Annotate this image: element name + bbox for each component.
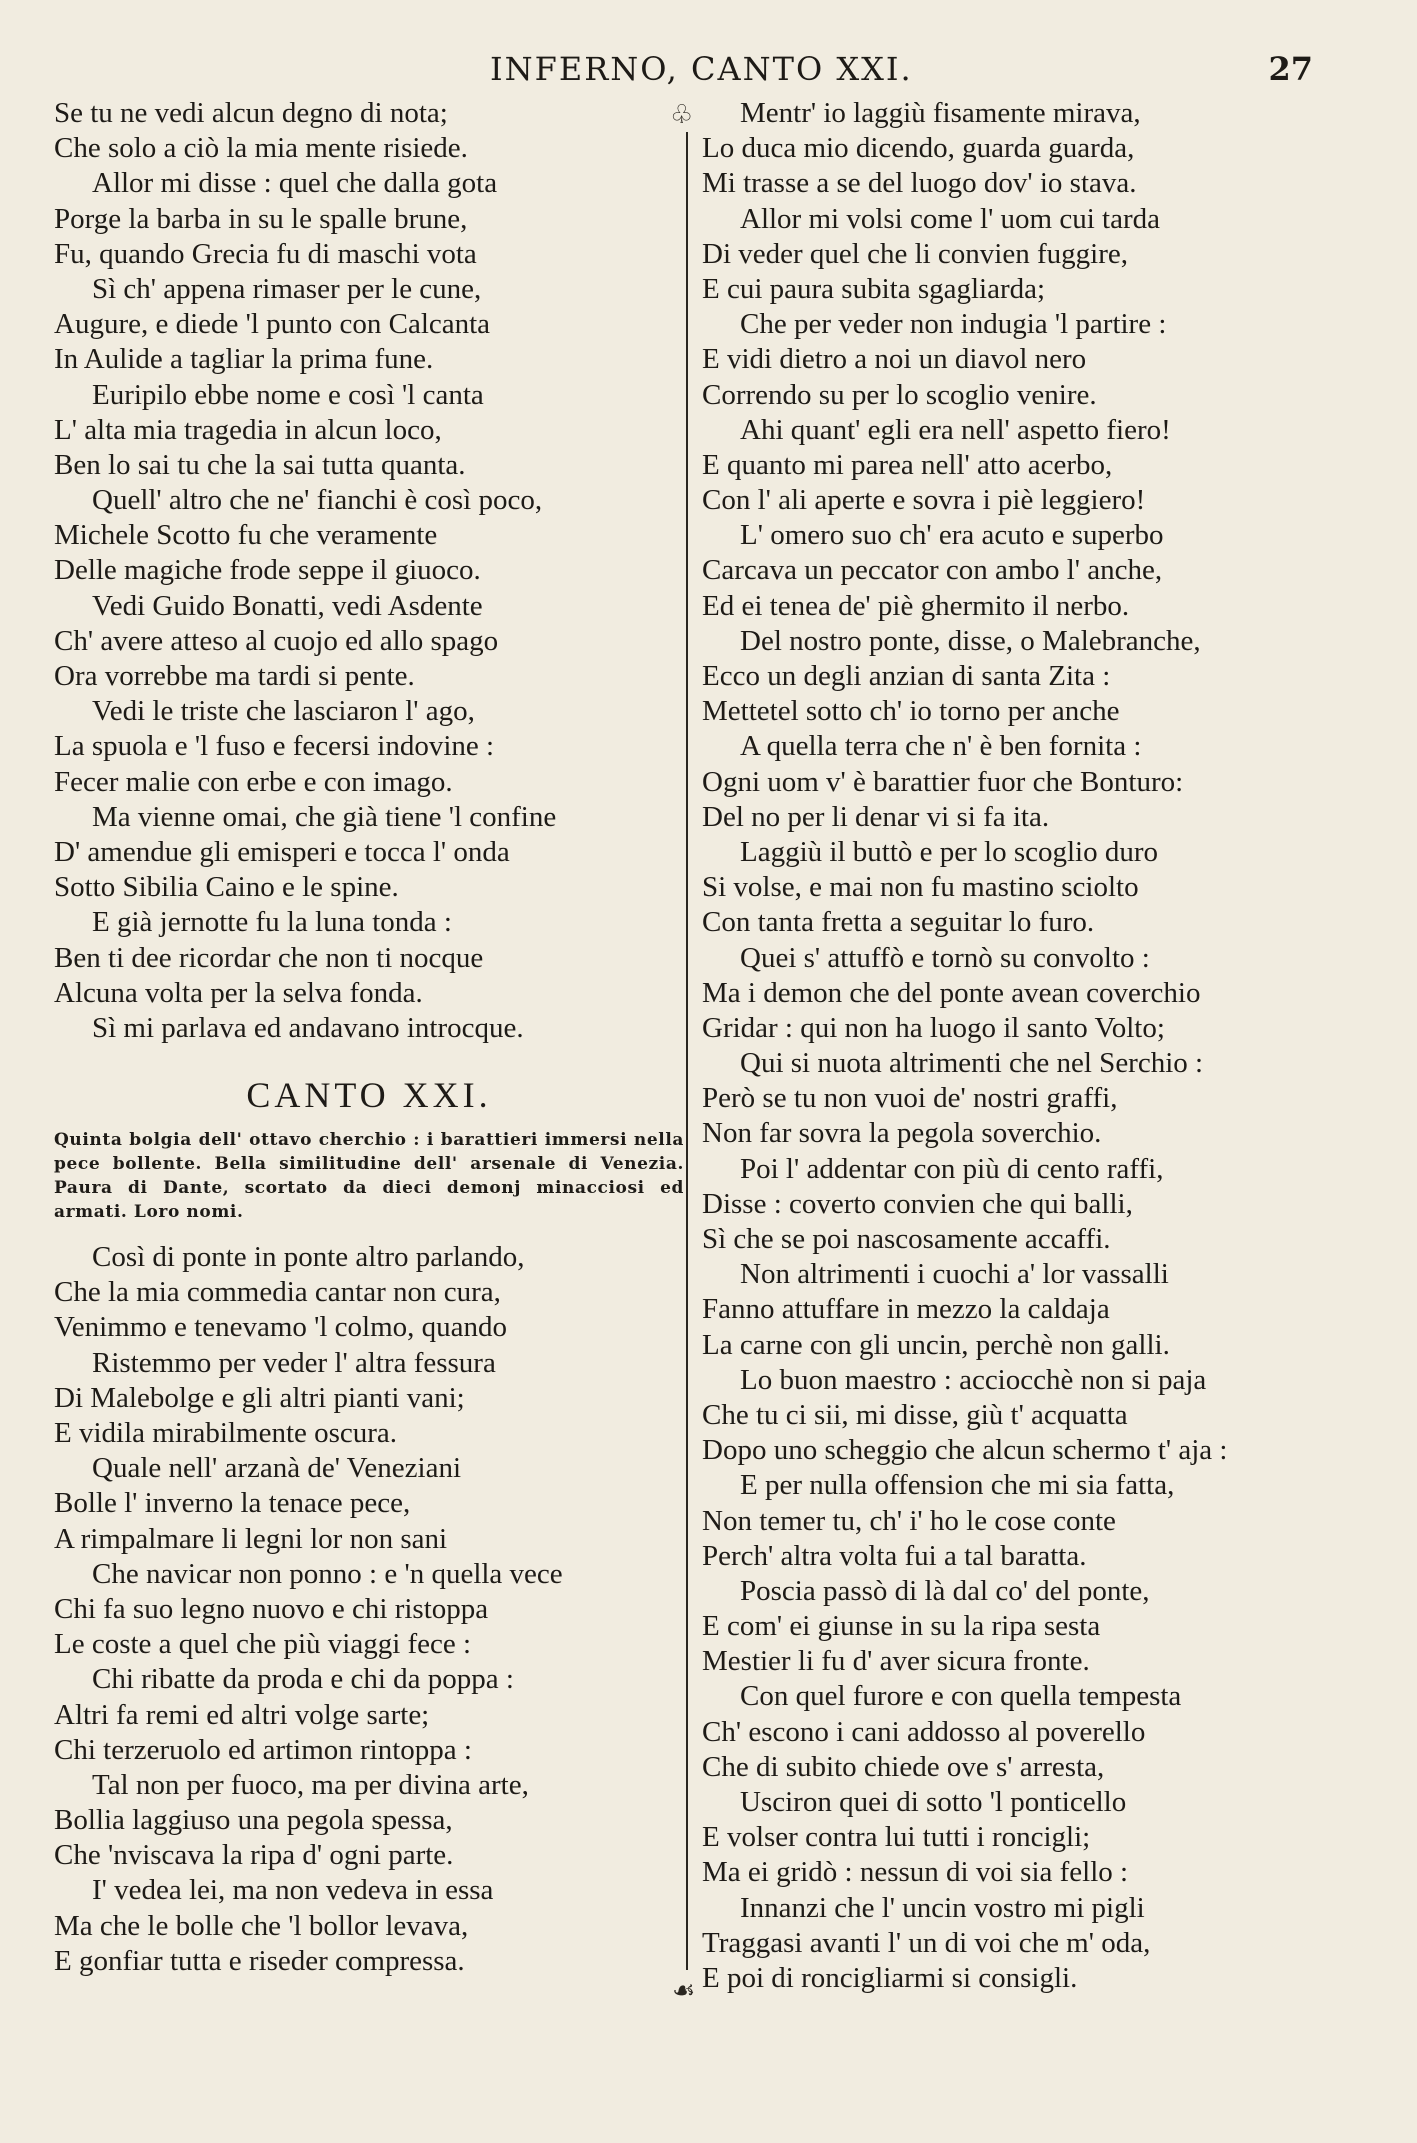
running-head-title: INFERNO, CANTO XXI. (490, 50, 913, 88)
verse-line: Vedi le triste che lasciaron l' ago, (92, 695, 475, 728)
verse-line: Ma ei gridò : nessun di voi sia fello : (702, 1856, 1129, 1889)
verse-line: Euripilo ebbe nome e così 'l canta (92, 378, 484, 411)
verse-line: Del no per li denar vi si fa ita. (702, 800, 1050, 833)
verse-line: Ahi quant' egli era nell' aspetto fiero! (740, 413, 1171, 446)
verse-line: Lo duca mio dicendo, guarda guarda, (702, 132, 1135, 165)
verse-line: Qui si nuota altrimenti che nel Serchio : (740, 1047, 1204, 1080)
verse-line: Augure, e diede 'l punto con Calcanta (54, 308, 491, 341)
verse-line: La spuola e 'l fuso e fecersi indovine : (54, 730, 495, 763)
verse-line: E poi di roncigliarmi si consigli. (702, 1961, 1078, 1994)
verse-line: Fecer malie con erbe e con imago. (54, 765, 453, 798)
verse-line: Dopo uno scheggio che alcun schermo t' aja : (702, 1434, 1228, 1467)
verse-line: Alcuna volta per la selva fonda. (54, 976, 423, 1009)
verse-line: Ben ti dee ricordar che non ti nocque (54, 941, 484, 974)
verses-end-canto-xx (54, 96, 684, 1046)
verse-line: Bolle l' inverno la tenace pece, (54, 1487, 411, 1520)
verse-line: Correndo su per lo scoglio venire. (702, 378, 1097, 411)
verse-line: Che di subito chiede ove s' arresta, (702, 1750, 1105, 1783)
verse-line: Venimmo e tenevamo 'l colmo, quando (54, 1311, 508, 1344)
verse-line: Sotto Sibilia Caino e le spine. (54, 871, 399, 904)
verse-line: Allor mi volsi come l' uom cui tarda (740, 202, 1161, 235)
verse-line: Con tanta fretta a seguitar lo furo. (702, 906, 1095, 939)
verse-line: Innanzi che l' uncin vostro mi pigli (740, 1891, 1145, 1924)
verse-line: Ben lo sai tu che la sai tutta quanta. (54, 448, 466, 481)
verse-line: Che 'nviscava la ripa d' ogni parte. (54, 1839, 454, 1872)
verse-line: Che la mia commedia cantar non cura, (54, 1276, 501, 1309)
verse-line: Ed ei tenea de' piè ghermito il nerbo. (702, 589, 1130, 622)
canto-heading: CANTO XXI. (246, 1075, 492, 1116)
verse-line: Se tu ne vedi alcun degno di nota; (54, 97, 448, 129)
verse-line: Ch' avere atteso al cuojo ed allo spago (54, 624, 499, 657)
verse-line: Poscia passò di là dal co' del ponte, (740, 1574, 1150, 1607)
verse-line: Però se tu non vuoi de' nostri graffi, (702, 1082, 1118, 1115)
verse-line: Delle magiche frode seppe il giuoco. (54, 554, 481, 587)
column-divider-rule (686, 132, 688, 1970)
verse-line: Sì mi parlava ed andavano introcque. (92, 1011, 524, 1044)
verse-line: Ristemmo per veder l' altra fessura (92, 1346, 496, 1379)
verse-line: E cui paura subita sgagliarda; (702, 272, 1046, 305)
verse-line: La carne con gli uncin, perchè non galli. (702, 1328, 1170, 1361)
right-column (702, 96, 1342, 1996)
verse-line: Porge la barba in su le spalle brune, (54, 202, 468, 235)
verse-line: Disse : coverto convien che qui balli, (702, 1187, 1133, 1220)
verse-line: Mi trasse a se del luogo dov' io stava. (702, 167, 1137, 200)
verse-line: Sì che se poi nascosamente accaffi. (702, 1223, 1111, 1255)
verse-line: Poi l' addentar con più di cento raffi, (740, 1152, 1164, 1185)
verse-line: In Aulide a tagliar la prima fune. (54, 343, 434, 376)
running-head (0, 50, 1417, 96)
verse-line: Mettetel sotto ch' io torno per anche (702, 695, 1120, 728)
left-column (54, 96, 684, 1979)
verse-line: Ma vienne omai, che già tiene 'l confine (92, 800, 557, 833)
verse-line: Mestier li fu d' aver sicura fronte. (702, 1645, 1090, 1678)
canto-summary: Quinta bolgia dell' ottavo cherchio : i barattieri immersi nella pece bollente. Bella similitudine dell' arsenale di Venezia. Paura di Dante, scortato da dieci demonj minacciosi ed armati. Loro nomi. (54, 1130, 684, 1223)
verse-line: Altri fa remi ed altri volge sarte; (54, 1698, 430, 1731)
verse-line: Ma che le bolle che 'l bollor levava, (54, 1909, 469, 1942)
verse-line: E volser contra lui tutti i roncigli; (702, 1821, 1091, 1854)
verse-line: Che tu ci sii, mi disse, giù t' acquatta (702, 1398, 1128, 1431)
verse-line: A rimpalmare li legni lor non sani (54, 1522, 448, 1555)
ornament-top-icon: ♧ (670, 100, 694, 130)
verse-line: Quei s' attuffò e tornò su convolto : (740, 941, 1150, 974)
verse-line: Che navicar non ponno : e 'n quella vece (92, 1557, 563, 1590)
verse-line: Chi ribatte da proda e chi da poppa : (92, 1663, 514, 1696)
verse-line: D' amendue gli emisperi e tocca l' onda (54, 835, 510, 868)
verse-line: Lo buon maestro : acciocchè non si paja (740, 1363, 1207, 1396)
verse-line: L' omero suo ch' era acuto e superbo (740, 519, 1164, 552)
verse-line: E com' ei giunse in su la ripa sesta (702, 1610, 1101, 1643)
verse-line: Traggasi avanti l' un di voi che m' oda, (702, 1926, 1151, 1959)
verse-line: Gridar : qui non ha luogo il santo Volto; (702, 1011, 1165, 1044)
verse-line: Così di ponte in ponte altro parlando, (92, 1241, 525, 1274)
verse-line: Ecco un degli anzian di santa Zita : (702, 660, 1111, 692)
verse-line: Laggiù il buttò e per lo scoglio duro (740, 835, 1159, 868)
ornament-bottom-icon: ☙ (672, 1976, 696, 2006)
verse-line: Ch' escono i cani addosso al poverello (702, 1715, 1146, 1748)
verses-canto-xxi-start (54, 1240, 684, 1979)
verse-line: Che per veder non indugia 'l partire : (740, 308, 1167, 341)
verse-line: E quanto mi parea nell' atto acerbo, (702, 448, 1113, 481)
verse-line: Non temer tu, ch' i' ho le cose conte (702, 1504, 1116, 1537)
verse-line: Allor mi disse : quel che dalla gota (92, 167, 498, 200)
verse-line: Quell' altro che ne' fianchi è così poco, (92, 484, 543, 517)
verses-canto-xxi-continued (702, 96, 1342, 1996)
verse-line: Fu, quando Grecia fu di maschi vota (54, 237, 477, 270)
verse-line: Chi fa suo legno nuovo e chi ristoppa (54, 1592, 489, 1625)
verse-line: Ma i demon che del ponte avean coverchio (702, 976, 1201, 1009)
verse-line: Carcava un peccator con ambo l' anche, (702, 554, 1163, 587)
verse-line: Quale nell' arzanà de' Veneziani (92, 1452, 461, 1485)
verse-line: Di Malebolge e gli altri pianti vani; (54, 1381, 465, 1414)
verse-line: L' alta mia tragedia in alcun loco, (54, 413, 442, 446)
verse-line: E già jernotte fu la luna tonda : (92, 906, 452, 939)
page-number: 27 (1268, 50, 1313, 88)
verse-line: Chi terzeruolo ed artimon rintoppa : (54, 1733, 472, 1766)
verse-line: I' vedea lei, ma non vedeva in essa (92, 1874, 494, 1907)
verse-line: Si volse, e mai non fu mastino sciolto (702, 871, 1139, 904)
verse-line: Sì ch' appena rimaser per le cune, (92, 272, 482, 305)
verse-line: Ogni uom v' è barattier fuor che Bonturo: (702, 765, 1184, 798)
verse-line: Con quel furore e con quella tempesta (740, 1680, 1182, 1713)
verse-line: A quella terra che n' è ben fornita : (740, 730, 1142, 763)
verse-line: Bollia laggiuso una pegola spessa, (54, 1804, 453, 1837)
verse-line: Ora vorrebbe ma tardi si pente. (54, 660, 415, 692)
verse-line: Fanno attuffare in mezzo la caldaja (702, 1293, 1110, 1326)
verse-line: Usciron quei di sotto 'l ponticello (740, 1786, 1127, 1818)
verse-line: Perch' altra volta fui a tal baratta. (702, 1539, 1087, 1572)
verse-line: Del nostro ponte, disse, o Malebranche, (740, 624, 1201, 657)
verse-line: Non altrimenti i cuochi a' lor vassalli (740, 1258, 1169, 1291)
verse-line: E gonfiar tutta e riseder compressa. (54, 1944, 465, 1977)
verse-line: Michele Scotto fu che veramente (54, 519, 438, 552)
verse-line: Tal non per fuoco, ma per divina arte, (92, 1768, 529, 1801)
verse-line: Non far sovra la pegola soverchio. (702, 1117, 1102, 1150)
verse-line: Le coste a quel che più viaggi fece : (54, 1628, 472, 1661)
verse-line: Con l' ali aperte e sovra i piè leggiero! (702, 484, 1146, 517)
verse-line: E vidila mirabilmente oscura. (54, 1417, 398, 1449)
verse-line: E vidi dietro a noi un diavol nero (702, 343, 1087, 376)
verse-line: E per nulla offension che mi sia fatta, (740, 1469, 1175, 1502)
verse-line: Mentr' io laggiù fisamente mirava, (740, 97, 1141, 129)
verse-line: Vedi Guido Bonatti, vedi Asdente (92, 589, 483, 622)
verse-line: Di veder quel che li convien fuggire, (702, 237, 1128, 270)
verse-line: Che solo a ciò la mia mente risiede. (54, 132, 468, 165)
